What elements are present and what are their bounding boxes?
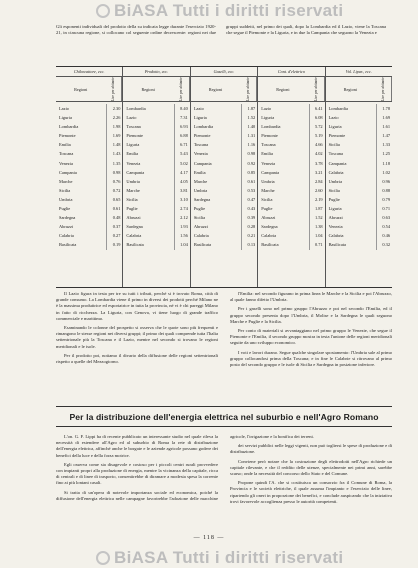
statistics-table <box>56 66 392 288</box>
table-row <box>123 213 189 222</box>
region-cell: Venezia <box>328 224 343 230</box>
value-cell: 1.56 <box>174 231 190 240</box>
table-row <box>123 131 189 140</box>
paragraph: Per conto di materiali si avvantaggiano nel primo gruppo le Venezie, che segue il Piemonte e l'Emilia, il secondo gruppo mostra in testa l'unione delle regioni meridionali seguite da uno sviluppo economico. <box>230 328 392 346</box>
table-group <box>123 67 190 287</box>
region-cell: Toscana <box>193 142 209 148</box>
value-cell: 0.71 <box>309 240 325 249</box>
table-row <box>258 113 324 122</box>
region-cell: Piemonte <box>59 133 76 139</box>
region-cell: Basilicata <box>59 242 77 248</box>
value-cell: 4.02 <box>309 149 325 158</box>
region-cell: Campania <box>126 169 145 175</box>
table-row <box>258 195 324 204</box>
value-cell: 1.40 <box>241 122 257 131</box>
value-cell: 2.30 <box>106 104 122 113</box>
value-cell: 2.84 <box>309 177 325 186</box>
paragraph: Conviene però notare che la costruzione degli elettrodotti nell'Agro richiede un capitale rilevante, e che il reddito delle utenze, specialmente nei primi anni, sarebbe scarso; onde la necessità del concorso dello Stato e del Comune. <box>230 458 392 477</box>
value-cell: 0.61 <box>106 204 122 213</box>
value-cell: 1.16 <box>241 140 257 149</box>
region-cell: Emilia <box>261 151 273 157</box>
table-row <box>258 240 324 249</box>
value-cell: 3.78 <box>309 159 325 168</box>
region-cell: Liguria <box>193 115 207 121</box>
paragraph: Si tratta di un'opera di notevole importanza sociale ed economica, poiché la diffusione dell'energia elettrica nelle campagne favorirebbe l'adozione delle macchine agricole, l'irrigazione e la bonifica dei terreni. <box>56 434 314 501</box>
table-row <box>326 168 392 177</box>
value-cell: 4.17 <box>174 168 190 177</box>
table-row <box>191 159 257 168</box>
value-cell: 1.87 <box>241 104 257 113</box>
value-cell: 3.10 <box>174 195 190 204</box>
group-header <box>123 77 189 102</box>
value-cell: 7.31 <box>174 113 190 122</box>
table-row <box>326 204 392 213</box>
table-row <box>56 104 122 113</box>
region-cell: Lombardia <box>328 106 348 111</box>
column-header-region: Regioni <box>141 86 155 92</box>
column-header-value: Lire per abitante <box>375 77 392 101</box>
value-cell: 8.40 <box>174 104 190 113</box>
region-cell: Venezia <box>59 160 73 166</box>
region-cell: Emilia <box>126 151 139 157</box>
table-row <box>56 140 122 149</box>
table-row <box>258 186 324 195</box>
paragraph: Propone quindi l'A. che si costituisca un consorzio fra il Comune di Roma, la Provincia e le società elettriche, il quale assuma l'impianto e l'esercizio delle linee, ripartendo gli oneri in proporzione dei benefici, e conclude auspicando che la iniziativa trovi favorevole accoglienza presso le autorità competenti. <box>230 480 392 504</box>
region-cell: Umbria <box>59 196 73 202</box>
value-cell: 0.92 <box>241 159 257 168</box>
table-row <box>258 122 324 131</box>
region-cell: Emilia <box>59 142 71 148</box>
table-row <box>56 240 122 249</box>
table-row <box>123 140 189 149</box>
region-cell: Calabria <box>126 233 142 239</box>
table-row <box>326 140 392 149</box>
region-cell: Sardegna <box>126 224 143 230</box>
region-cell: Sicilia <box>193 215 206 221</box>
group-header <box>56 77 122 102</box>
table-row <box>326 195 392 204</box>
table-row <box>191 177 257 186</box>
value-cell: 0.79 <box>376 195 392 204</box>
region-cell: Umbria <box>261 178 275 184</box>
value-cell: 4.66 <box>309 140 325 149</box>
value-cell: 0.76 <box>106 177 122 186</box>
paragraph: Esaminando le colonne del prospetto si osserva che le quote sono più frequenti e rimangono le stesse regioni nei diversi gruppi; il primo dei quali comprende tutta l'Italia settentrionale più la Toscana e il Lazio, mentre nel secondo si trovano le regioni meridionali e le isole. <box>56 325 218 349</box>
region-cell: Umbria <box>126 178 140 184</box>
table-row <box>326 231 392 240</box>
value-cell: 0.54 <box>376 222 392 231</box>
divider <box>56 406 392 407</box>
region-cell: Calabria <box>261 233 277 239</box>
region-cell: Sardegna <box>59 215 76 221</box>
group-rows <box>56 102 122 287</box>
region-cell: Sicilia <box>328 187 340 193</box>
value-cell: 0.63 <box>376 213 392 222</box>
region-cell: Sicilia <box>126 196 138 202</box>
value-cell: 1.33 <box>376 140 392 149</box>
column-header-value: Lire per abitante <box>308 77 325 101</box>
value-cell: 1.61 <box>376 122 392 131</box>
intro-paragraph: Gli esponenti individuali del prodotto della su indicata legge durante l'esercizio 1920-21, in ciascuna regione, si collocano col seguente ordine decrescente: regioni nei due gruppi suddetti, nel primo dei quali, dopo la Lombardia ed il Lazio, viene la Toscana che segue il Piemonte e la Liguria, e in due la Campania che seguono la Venezia e <box>56 24 386 35</box>
table-row <box>123 159 189 168</box>
region-cell: Sicilia <box>261 196 273 202</box>
value-cell: 0.98 <box>241 149 257 158</box>
table-row <box>191 186 257 195</box>
region-cell: Basilicata <box>261 242 279 248</box>
table-group <box>326 67 392 287</box>
table-row <box>326 186 392 195</box>
region-cell: Toscana <box>261 142 276 148</box>
value-cell: 1.04 <box>309 231 325 240</box>
value-cell: 3.21 <box>309 168 325 177</box>
group-title: Chilowattore, ecc. <box>56 67 122 77</box>
table-row <box>191 204 257 213</box>
column-header-value: Lire per abitante <box>105 77 122 101</box>
value-cell: 0.47 <box>241 195 257 204</box>
value-cell: 1.48 <box>106 140 122 149</box>
table-row <box>123 122 189 131</box>
value-cell: 1.31 <box>241 131 257 140</box>
region-cell: Venezia <box>126 160 141 166</box>
table-row <box>123 149 189 158</box>
value-cell: 0.88 <box>376 186 392 195</box>
table-row <box>326 213 392 222</box>
table-row <box>326 113 392 122</box>
table-row <box>191 231 257 240</box>
value-cell: 1.25 <box>376 149 392 158</box>
value-cell: 2.60 <box>309 186 325 195</box>
region-cell: Puglie <box>59 206 71 212</box>
region-cell: Campania <box>328 160 347 166</box>
value-cell: 0.48 <box>106 213 122 222</box>
region-cell: Lombardia <box>261 124 281 130</box>
table-row <box>258 149 324 158</box>
table-row <box>326 240 392 249</box>
table-row <box>123 195 189 204</box>
region-cell: Calabria <box>328 169 344 175</box>
region-cell: Lombardia <box>59 124 79 130</box>
column-header-region: Regioni <box>74 86 88 92</box>
table-row <box>56 213 122 222</box>
table-row <box>191 131 257 140</box>
region-cell: Puglie <box>261 206 273 212</box>
table-row <box>123 104 189 113</box>
table-group <box>191 67 258 287</box>
table-row <box>191 222 257 231</box>
table-row <box>258 222 324 231</box>
value-cell: 5.72 <box>309 122 325 131</box>
table-row <box>191 113 257 122</box>
value-cell: 0.98 <box>106 168 122 177</box>
group-rows <box>258 102 324 287</box>
watermark-logo-icon <box>96 4 110 18</box>
region-cell: Toscana <box>328 151 343 157</box>
page-number: — 118 — <box>193 535 225 541</box>
region-cell: Liguria <box>126 142 140 148</box>
table-row <box>123 177 189 186</box>
region-cell: Liguria <box>59 115 72 121</box>
analysis-text <box>56 291 392 370</box>
value-cell: 1.04 <box>174 240 190 249</box>
region-cell: Basilicata <box>193 242 212 248</box>
region-cell: Sicilia <box>328 142 340 148</box>
table-row <box>191 140 257 149</box>
value-cell: 0.19 <box>106 240 122 249</box>
region-cell: Liguria <box>261 115 275 121</box>
value-cell: 0.65 <box>106 195 122 204</box>
table-row <box>56 149 122 158</box>
region-cell: Lazio <box>126 115 137 121</box>
region-cell: Emilia <box>193 169 206 175</box>
value-cell: 1.47 <box>376 131 392 140</box>
region-cell: Calabria <box>193 233 209 239</box>
region-cell: Piemonte <box>328 133 346 139</box>
table-row <box>123 240 189 249</box>
region-cell: Sardegna <box>261 224 278 230</box>
value-cell: 1.87 <box>309 204 325 213</box>
column-header-value: Lire per abitante <box>173 77 190 101</box>
value-cell: 5.43 <box>174 149 190 158</box>
region-cell: Puglie <box>126 206 138 212</box>
region-cell: Puglie <box>193 206 206 212</box>
value-cell: 1.69 <box>106 131 122 140</box>
table-row <box>56 168 122 177</box>
watermark-text: BiASA Tutti i diritti riservati <box>114 1 344 20</box>
table-row <box>191 195 257 204</box>
region-cell: Marche <box>193 178 208 184</box>
value-cell: 0.71 <box>376 204 392 213</box>
value-cell: 0.21 <box>241 231 257 240</box>
region-cell: Toscana <box>59 151 74 157</box>
value-cell: 0.85 <box>241 168 257 177</box>
value-cell: 1.52 <box>309 213 325 222</box>
table-row <box>258 168 324 177</box>
table-row <box>56 231 122 240</box>
value-cell: 0.13 <box>241 240 257 249</box>
value-cell: 0.53 <box>241 186 257 195</box>
region-cell: Basilicata <box>328 242 346 248</box>
region-cell: Basilicata <box>126 242 144 248</box>
table-row <box>56 122 122 131</box>
value-cell: 0.61 <box>241 177 257 186</box>
value-cell: 1.69 <box>376 113 392 122</box>
value-cell: 0.46 <box>376 231 392 240</box>
table-row <box>191 122 257 131</box>
value-cell: 1.38 <box>309 222 325 231</box>
value-cell: 6.71 <box>174 140 190 149</box>
table-row <box>56 222 122 231</box>
table-row <box>123 204 189 213</box>
group-title: Vol. Lipar., ecc. <box>326 67 392 77</box>
table-row <box>123 222 189 231</box>
value-cell: 1.93 <box>174 222 190 231</box>
region-cell: Campania <box>59 169 77 175</box>
table-row <box>326 104 392 113</box>
table-row <box>258 131 324 140</box>
region-cell: Liguria <box>328 124 342 130</box>
group-header <box>191 77 257 102</box>
table-row <box>326 159 392 168</box>
region-cell: Lazio <box>59 106 69 111</box>
region-cell: Calabria <box>59 233 74 239</box>
table-row <box>258 159 324 168</box>
region-cell: Sicilia <box>59 187 71 193</box>
group-rows <box>191 102 257 287</box>
region-cell: Campania <box>193 160 212 166</box>
region-cell: Umbria <box>328 178 343 184</box>
region-cell: Abruzzi <box>193 224 208 230</box>
region-cell: Puglie <box>328 196 340 202</box>
paragraph: l'Emilia: nel secondo figurano in prima linea le Marche e la Sicilia e poi l'Abruzzo, al quale fanno difetto l'Umbria. <box>230 291 392 303</box>
region-cell: Marche <box>126 187 140 193</box>
table-row <box>56 204 122 213</box>
region-cell: Campania <box>261 169 280 175</box>
value-cell: 0.39 <box>241 213 257 222</box>
value-cell: 5.02 <box>174 159 190 168</box>
region-cell: Marche <box>261 187 275 193</box>
column-header-region: Regioni <box>208 86 223 92</box>
table-group <box>258 67 325 287</box>
value-cell: 1.35 <box>106 159 122 168</box>
region-cell: Lazio <box>193 106 204 111</box>
value-cell: 2.74 <box>174 204 190 213</box>
region-cell: Liguria <box>328 206 342 212</box>
value-cell: 0.28 <box>241 222 257 231</box>
value-cell: 2.12 <box>174 213 190 222</box>
group-title: Gaselli, ecc. <box>191 67 257 77</box>
region-cell: Lombardia <box>193 124 214 130</box>
table-row <box>56 131 122 140</box>
value-cell: 6.41 <box>309 104 325 113</box>
region-cell: Abruzzi <box>328 215 343 221</box>
table-row <box>123 168 189 177</box>
table-row <box>326 177 392 186</box>
table-row <box>326 131 392 140</box>
value-cell: 1.98 <box>106 122 122 131</box>
paragraph: L'on. G. F. Lippi ha di recente pubblicato un interessante studio nel quale rileva la necessità di estendere all'Agro ed al suburbio di Roma la rete di distribuzione dell'energia elettrica, affinché anche le borgate e le aziende agricole possano godere dei benefici della luce e della forza motrice. <box>56 434 218 458</box>
group-header <box>326 77 392 102</box>
group-title: Prodotto, ecc. <box>123 67 189 77</box>
value-cell: 0.72 <box>106 186 122 195</box>
article-body <box>56 434 392 505</box>
article-headline: Per la distribuzione dell'energia elettrica nel suburbio e nell'Agro Romano <box>69 412 379 422</box>
table-row <box>326 122 392 131</box>
table-row <box>191 168 257 177</box>
table-row <box>258 177 324 186</box>
group-rows <box>123 102 189 287</box>
region-cell: Sardegna <box>193 196 211 202</box>
value-cell: 1.02 <box>376 168 392 177</box>
region-cell: Lombardia <box>126 106 146 111</box>
paragraph: Egli osserva come sia disagevole e costoso per i piccoli centri rurali provvedere con impianti propri alla produzione di energia, mentre la vicinanza della capitale, ricca di centrali e di linee di trasporto, consentirebbe di diramare a modesta spesa la corrente fino ai più lontani casali. <box>56 461 218 486</box>
table-row <box>123 231 189 240</box>
table-row <box>191 213 257 222</box>
table-row <box>191 104 257 113</box>
region-cell: Abruzzi <box>59 224 74 230</box>
region-cell: Piemonte <box>193 133 211 139</box>
table-row <box>258 231 324 240</box>
table-row <box>56 177 122 186</box>
value-cell: 1.52 <box>241 113 257 122</box>
value-cell: 6.93 <box>174 122 190 131</box>
value-cell: 5.19 <box>309 131 325 140</box>
value-cell: 6.88 <box>174 131 190 140</box>
watermark-text: BiASA Tutti i diritti riservati <box>114 548 344 567</box>
value-cell: 0.37 <box>106 222 122 231</box>
value-cell: 0.96 <box>376 177 392 186</box>
table-row <box>56 195 122 204</box>
paragraph: I voti e lavori durano. Segue qualche singolare spostamento: l'Umbria sale al primo gruppo collocandosi prima della Toscana; e in fine le Calabrie si ritrovano al primo posto del secondo gruppo e le isole di Sicilia e Sardegna in posizione inferiore. <box>230 349 392 368</box>
group-rows <box>326 102 392 287</box>
table-row <box>191 149 257 158</box>
table-row <box>258 204 324 213</box>
value-cell: 1.78 <box>376 104 392 113</box>
region-cell: Abruzzi <box>261 215 276 221</box>
value-cell: 2.26 <box>106 113 122 122</box>
column-header-region: Regioni <box>276 86 290 92</box>
group-header <box>258 77 324 102</box>
table-row <box>326 222 392 231</box>
watermark-bottom <box>0 548 418 568</box>
table-row <box>191 240 257 249</box>
region-cell: Venezia <box>261 160 276 166</box>
group-title: Cont. d'elettrico <box>258 67 324 77</box>
value-cell: 6.08 <box>309 113 325 122</box>
region-cell: Lazio <box>328 115 339 121</box>
region-cell: Piemonte <box>261 133 278 139</box>
region-cell: Calabria <box>328 233 344 239</box>
value-cell: 4.05 <box>174 177 190 186</box>
divider <box>56 426 392 427</box>
column-header-region: Regioni <box>343 86 357 92</box>
table-row <box>258 104 324 113</box>
table-group <box>56 67 123 287</box>
region-cell: Toscana <box>126 124 141 130</box>
table-row <box>326 149 392 158</box>
value-cell: 3.81 <box>174 186 190 195</box>
paragraph: Il Lazio figura in testa per tre su tutti i tributi, perché si è trovato Roma, città di grande consumo. La Lombardia viene il primo in diversi dei prodotti perché Milano ne è la massima produttrice ed esportatrice in tutta la provincia, né vi è chi pareggi Milano in fatto di ricchezza. La Liguria, con Genova, vi tiene luogo di grande traffico commerciale e marittimo. <box>56 291 218 321</box>
value-cell: 0.32 <box>376 240 392 249</box>
table-row <box>56 113 122 122</box>
table-row <box>258 213 324 222</box>
value-cell: 1.18 <box>376 159 392 168</box>
region-cell: Lazio <box>261 106 272 111</box>
value-cell: 0.27 <box>106 231 122 240</box>
table-row <box>56 186 122 195</box>
paragraph: Per i gaselli sono nel primo gruppo l'Abruzzo e poi nel secondo l'Emilia, ed il gruppo secondo presenta dopo l'Umbria, il Molise e la Sardegna le quali seguono Marche e Puglie e la Sicilia. <box>230 306 392 324</box>
region-cell: Abruzzi <box>126 215 141 221</box>
value-cell: 2.19 <box>309 195 325 204</box>
region-cell: Piemonte <box>126 133 143 139</box>
value-cell: 0.43 <box>241 204 257 213</box>
table-row <box>123 186 189 195</box>
region-cell: Umbria <box>193 187 208 193</box>
table-row <box>123 113 189 122</box>
value-cell: 1.43 <box>106 149 122 158</box>
watermark-top <box>0 0 418 22</box>
table-row <box>258 140 324 149</box>
paragraph: dei servizi pubblici nelle leggi vigenti, non può togliersi le spese di produzione e di distribuzione. <box>230 443 392 455</box>
region-cell: Venezia <box>193 151 208 157</box>
paragraph: Per il prodotto poi, notiamo il divario della diffusione delle regioni settentrionali rispetto a quelle del Mezzogiorno. <box>56 352 218 365</box>
column-header-value: Lire per abitante <box>240 77 257 101</box>
watermark-logo-icon <box>96 551 110 565</box>
table-row <box>56 159 122 168</box>
region-cell: Marche <box>59 178 73 184</box>
